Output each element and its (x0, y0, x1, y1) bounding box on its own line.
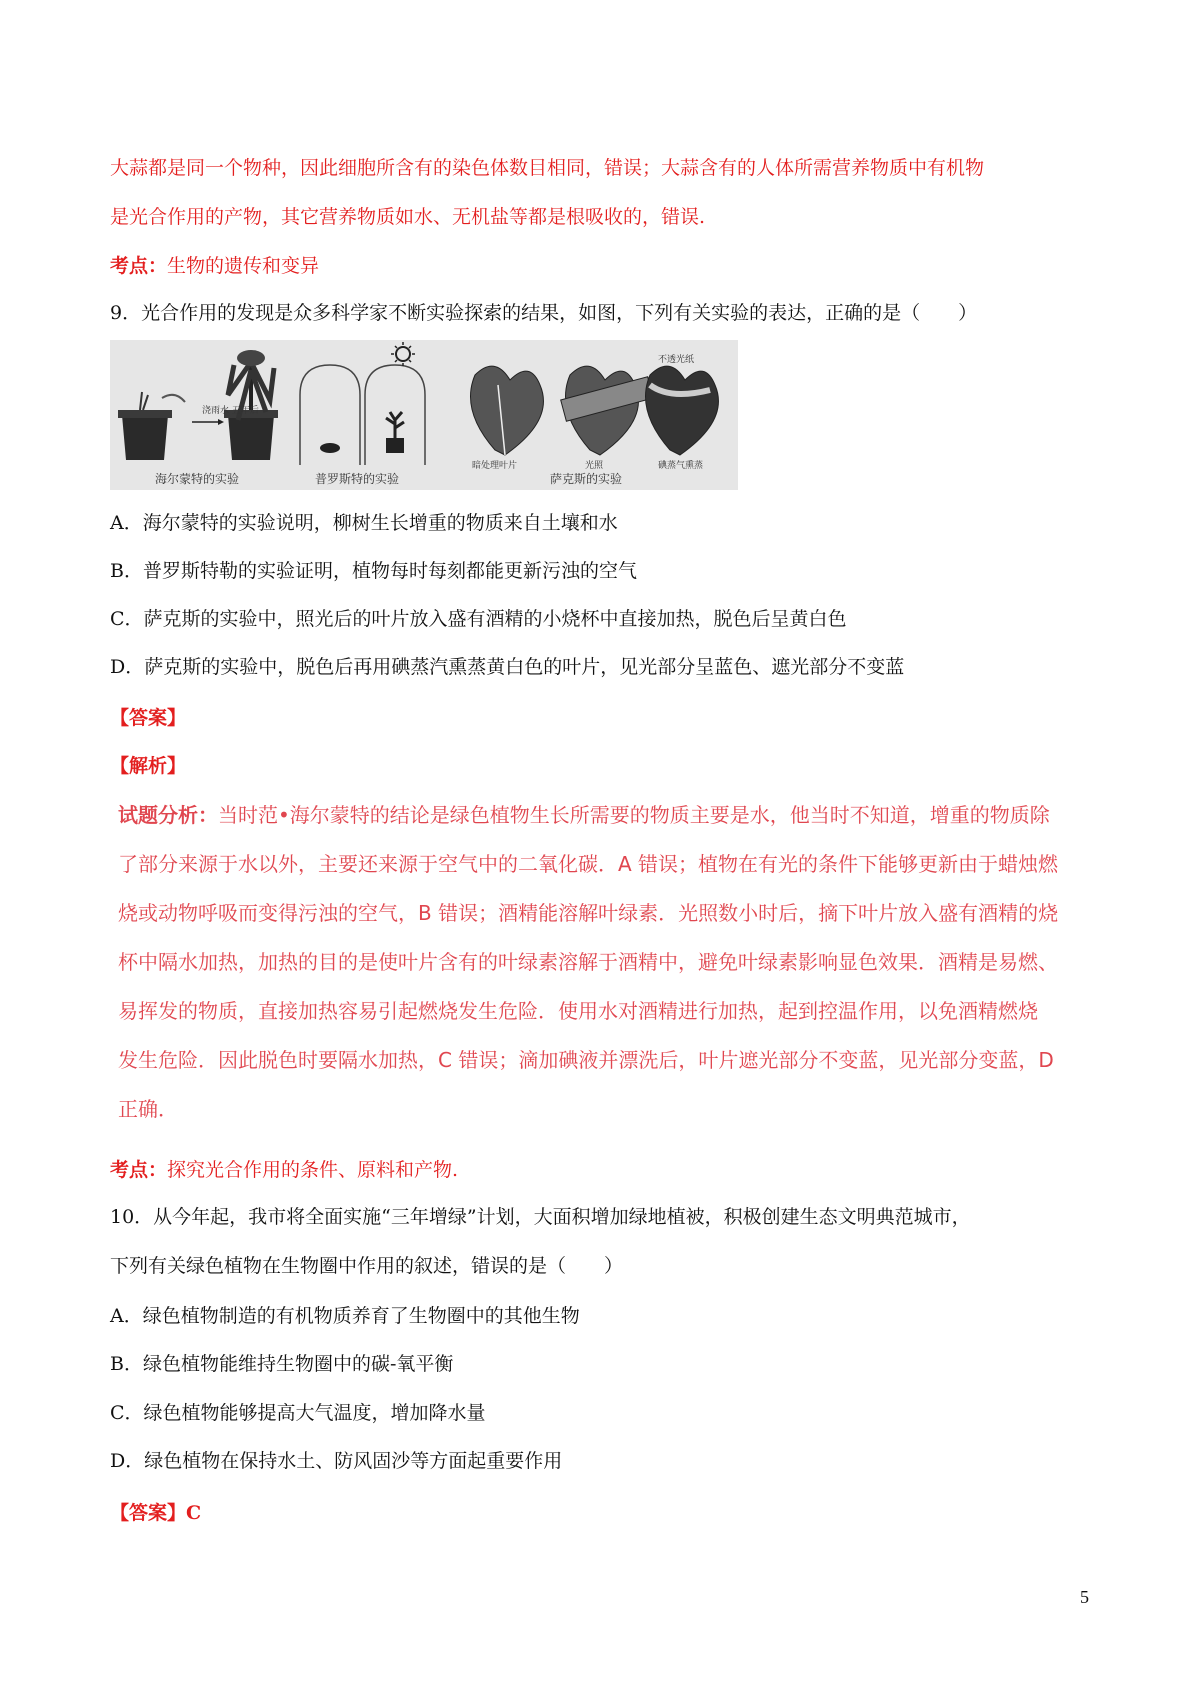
analysis-text-1: 当时范•海尔蒙特的结论是绿色植物生长所需要的物质主要是水，他当时不知道，增重的物质除 (218, 803, 1050, 827)
sachs-sub-2: 光照 (585, 461, 604, 471)
q10-answer-value: C (186, 1502, 202, 1524)
prev-analysis-line-1: 大蒜都是同一个物种，因此细胞所含有的染色体数目相同，错误；大蒜含有的人体所需营养物质中有机物 (110, 157, 985, 179)
kaodian-text: 探究光合作用的条件、原料和产物. (167, 1159, 459, 1181)
q10-stem-line-1: 10．从今年起，我市将全面实施“三年增绿”计划，大面积增加绿地植被，积极创建生态文明典范城市， (110, 1206, 971, 1228)
sachs-sub-3: 碘蒸气熏蒸 (658, 461, 704, 471)
analysis-line-7: 正确． (118, 1097, 178, 1121)
helmont-experiment-drawing (118, 350, 278, 460)
q9-option-a: A．海尔蒙特的实验说明，柳树生长增重的物质来自土壤和水 (110, 512, 618, 534)
sachs-tag: 不透光纸 (658, 355, 695, 365)
q9-analysis-body (118, 791, 1108, 1134)
prev-kaodian (110, 253, 319, 279)
helmont-caption: 海尔蒙特的实验 (155, 472, 240, 486)
q10-answer (110, 1500, 201, 1526)
analysis-line-6: 发生危险．因此脱色时要隔水加热，C 错误；滴加碘液并漂洗后，叶片遮光部分不变蓝，见光部分变蓝，D (118, 1048, 1054, 1072)
priestley-caption: 普罗斯特的实验 (315, 472, 400, 486)
q10-option-a: A．绿色植物制造的有机物质养育了生物圈中的其他生物 (110, 1305, 580, 1327)
q9-answer-label: 【答案】 (110, 707, 187, 729)
analysis-title: 试题分析： (118, 803, 218, 827)
sachs-sub-1: 暗处理叶片 (472, 461, 518, 471)
q9-option-b: B．普罗斯特勒的实验证明，植物每时每刻都能更新污浊的空气 (110, 560, 637, 582)
q9-stem: 9．光合作用的发现是众多科学家不断实验探索的结果，如图，下列有关实验的表达，正确的是（ ） (110, 302, 978, 324)
q10-stem-line-2: 下列有关绿色植物在生物圈中作用的叙述，错误的是（ ） (110, 1255, 624, 1277)
analysis-line-5: 易挥发的物质，直接加热容易引起燃烧发生危险．使用水对酒精进行加热，起到控温作用，以免酒精燃烧 (118, 999, 1038, 1023)
q9-analysis-label: 【解析】 (110, 755, 187, 777)
q9-option-d: D．萨克斯的实验中，脱色后再用碘蒸汽熏蒸黄白色的叶片，见光部分呈蓝色、遮光部分不变蓝 (110, 656, 905, 678)
page-number: 5 (1080, 1587, 1089, 1607)
priestley-experiment-drawing (300, 342, 425, 465)
kaodian-label: 考点： (110, 255, 168, 277)
photosynthesis-experiments-figure (110, 340, 738, 490)
prev-analysis-line-2: 是光合作用的产物，其它营养物质如水、无机盐等都是根吸收的，错误. (110, 206, 706, 228)
q10-answer-label: 【答案】 (110, 1502, 187, 1524)
q9-option-c: C．萨克斯的实验中，照光后的叶片放入盛有酒精的小烧杯中直接加热，脱色后呈黄白色 (110, 608, 847, 630)
analysis-line-3: 烧或动物呼吸而变得污浊的空气，B 错误；酒精能溶解叶绿素．光照数小时后，摘下叶片放入盛有酒精的烧 (118, 901, 1059, 925)
pot-label-1: 浇雨水 五年后 (202, 406, 259, 416)
analysis-line-4: 杯中隔水加热，加热的目的是使叶片含有的叶绿素溶解于酒精中，避免叶绿素影响显色效果．酒精是易燃、 (118, 950, 1058, 974)
kaodian-label: 考点： (110, 1159, 168, 1181)
sachs-caption: 萨克斯的实验 (550, 472, 623, 486)
q9-kaodian (110, 1157, 458, 1183)
q10-option-b: B．绿色植物能维持生物圈中的碳-氧平衡 (110, 1353, 454, 1375)
kaodian-text: 生物的遗传和变异 (167, 255, 320, 277)
analysis-line-2: 了部分来源于水以外，主要还来源于空气中的二氧化碳．A 错误；植物在有光的条件下能够更新由于蜡烛燃 (118, 852, 1059, 876)
sachs-experiment-drawing (471, 366, 719, 455)
q10-option-d: D．绿色植物在保持水土、防风固沙等方面起重要作用 (110, 1450, 563, 1472)
analysis-line-1 (118, 791, 1108, 840)
q10-option-c: C．绿色植物能够提高大气温度，增加降水量 (110, 1402, 486, 1424)
